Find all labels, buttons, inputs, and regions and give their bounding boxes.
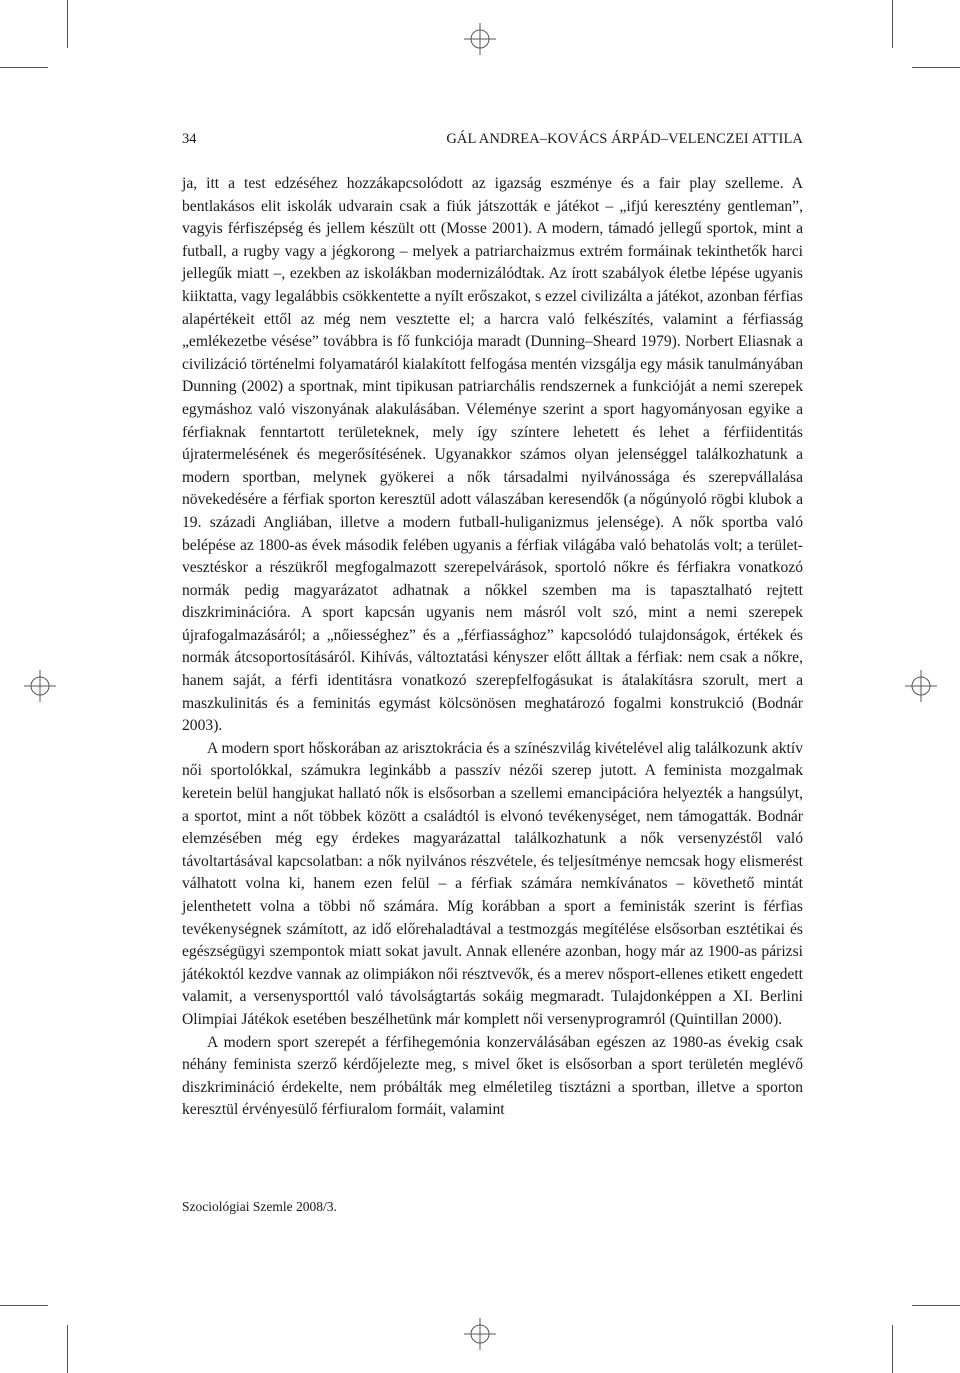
paragraph: A modern sport hőskorában az arisztokrácia és a színészvilág kivételével alig találkozunk aktív női sportolókkal, számukra leginkább a passzív nézői szerep jutott. A feminista mozgalmak keretein belül hangjukat hallató nők is elsősorban a szellemi emancipációra helyezték a hangsúlyt, a sportot, mint a nőt többek között a családtól is elvonó tevékenységet, nem támogatták. Bodnár elemzésében még egy érdekes magyarázattal találkozhatunk a nők versenyzéstől való távoltartásával kapcsolatban: a nők nyilvános részvétele, és teljesítménye nemcsak hogy elismerést válhatott volna ki, hanem ezen felül – a férfiak számára nemkívánatos – követhető mintát jelenthetett volna a többi nő számára. Míg korábban a sport a feministák szerint is férfias tevékenységnek számított, az idő előrehaladtával a testmozgás megítélése elsősorban esztétikai és egészségügyi szempontok miatt sokat javult. Annak ellenére azonban, hogy már az 1900-as párizsi játékoktól kezdve vannak az olimpiákon női résztvevők, és a merev nősport-ellenes etikett engedett valamit, a versenysporttól való távolságtartás sokáig megmaradt. Tulajdonképpen a XI. Berlini Olimpiai Játékok esetében beszélhetünk már komplett női versenyprogramról (Quintillan 2000). bbox=[182, 739, 803, 1028]
article-body bbox=[182, 173, 803, 1122]
registration-mark-bottom-icon bbox=[464, 1318, 496, 1350]
crop-mark-bottom-right-horizontal bbox=[912, 1305, 960, 1306]
crop-mark-top-right-vertical bbox=[892, 0, 893, 48]
paragraph: A modern sport szerepét a férfihegemónia konzerválásában egészen az 1980-as évekig csak néhány feminista szerző kérdőjelezte meg, s mivel őket is elsősorban a sport területén meglévő diszkrimináció érdekelte, nem próbálták meg elméletileg tisztázni a sportban, illetve a sporton keresztül érvényesülő férfiuralom formáit, valamint bbox=[182, 1033, 803, 1119]
running-head-authors: GÁL ANDREA–KOVÁCS ÁRPÁD–VELENCZEI ATTILA bbox=[446, 131, 803, 147]
crop-mark-top-right-horizontal bbox=[912, 67, 960, 68]
crop-mark-bottom-right-vertical bbox=[892, 1325, 893, 1373]
registration-mark-right-icon bbox=[905, 670, 937, 702]
paragraph: ja, itt a test edzéséhez hozzákapcsolódott az igazság eszménye és a fair play szelleme. A bentlakásos elit iskolák udvarain csak a fiúk játszották e játékot – „ifjú keresztény gentleman”, vagyis férfiszépség és jellem készült ott (Mosse 2001). A modern, támadó jellegű sportok, mint a futball, a rugby vagy a jégkorong – melyek a patriarchaizmus extrém formáinak tekinthetők harci jellegűk miatt –, ezekben az iskolákban modernizálódtak. Az írott szabályok életbe lépése ugyanis kiiktatta, vagy legalábbis csökkentette a nyílt erőszakot, s ezzel civilizálta a játékot, azonban férfias alapértékeit ettől az még nem vesztette el; a harcra való felkészítés, valamint a férfiasság „emlékezetbe vésése” továbbra is fő funkciója maradt (Dunning–Sheard 1979). Norbert Eliasnak a civilizáció történelmi folyamatáról kialakított felfogása mentén vizsgálja egy másik tanulmányában Dunning (2002) a sportnak, mint tipikusan patriarchális rendszernek a funkcióját a nemi szerepek egymáshoz való viszonyának alakulásában. Véleménye szerint a sport hagyományosan egyike a férfiaknak fenntartott területeknek, mely így színtere lehetett és lehet a férfiidentitás újratermelésének és megerősítésének. Ugyanakkor számos olyan jelenséggel találkozhatunk a modern sportban, melynek gyökerei a nők társadalmi nyilvánossága és szerepvállalása növekedésére a férfiak sporton keresztül adott válaszában keresendők (a nőgúnyoló rögbi klubok a 19. századi Angliában, illetve a modern futball-huliganizmus jelensége). A nők sportba való belépése az 1800-as évek második felében ugyanis a férfiak világába való behatolás volt; a területvesztéskor a részükről megfogalmazott szerepelvárások, sportoló nőkre és férfiakra vonatkozó normák pedig magyarázatot adhatnak a nőkkel szemben ma is tapasztalható rejtett diszkriminációra. A sport kapcsán ugyanis nem másról volt szó, mint a nemi szerepek újrafogalmazásáról; a „nőiességhez” és a „férfiassághoz” kapcsolódó tulajdonságok, értékek és normák átcsoportosításáról. Kihívás, változtatási kényszer előtt álltak a férfiak: nem csak a nőkre, hanem saját, a férfi identitásra vonatkozó szerepfelfogásukat is átalakításra szorult, mert a maszkulinitás és a feminitás egymást kölcsönösen meghatározó fogalmi konstrukció (Bodnár 2003). bbox=[182, 175, 803, 735]
registration-mark-left-icon bbox=[24, 670, 56, 702]
page-number: 34 bbox=[182, 131, 197, 147]
crop-mark-top-left-vertical bbox=[67, 0, 68, 48]
crop-mark-bottom-left-vertical bbox=[67, 1325, 68, 1373]
crop-mark-bottom-left-horizontal bbox=[0, 1305, 48, 1306]
journal-footer: Szociológiai Szemle 2008/3. bbox=[182, 1199, 337, 1214]
page-header bbox=[182, 131, 803, 153]
crop-mark-top-left-horizontal bbox=[0, 67, 48, 68]
registration-mark-top-icon bbox=[464, 23, 496, 55]
